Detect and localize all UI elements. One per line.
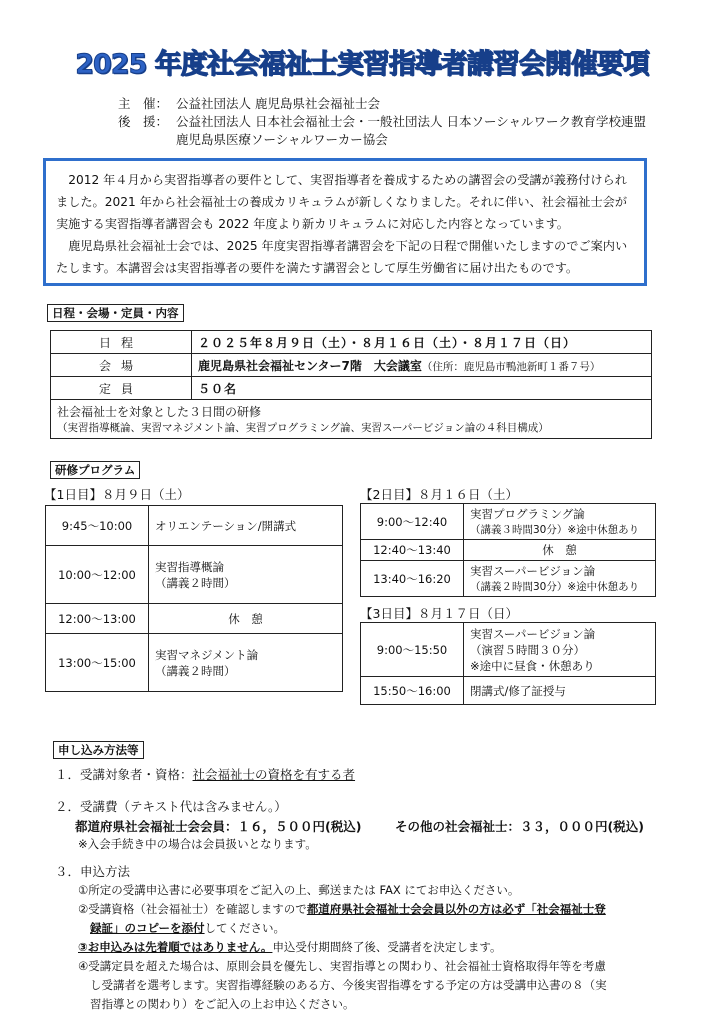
content-line-1: 社会福祉士を対象とした３日間の研修: [57, 405, 262, 419]
host-label: 主 催：: [118, 96, 169, 111]
session-note: （演習５時間３０分）: [470, 642, 585, 657]
session-note: （講義２時間）: [155, 663, 236, 678]
time-cell: 15:50～16:00: [361, 677, 464, 705]
day3-title: 【3日目】８月１７日（日）: [360, 606, 518, 621]
schedule-table: [50, 330, 652, 439]
day3-table: [360, 622, 656, 705]
session-note: （講義２時間）: [155, 575, 236, 590]
session-title: 実習スーパービジョン論: [470, 626, 596, 641]
date-label: 日程: [51, 331, 192, 354]
support-line1: 公益社団法人 日本社会福祉士会・一般社団法人 日本ソーシャルワーク教育学校連盟: [176, 114, 646, 129]
support-label: 後 援：: [118, 114, 169, 129]
time-cell: 12:40～13:40: [361, 540, 464, 561]
method-item-4-cont: し受講者を選考します。実習指導経験のある方、今後実習指導をする予定の方は受講申込書の８（実: [90, 978, 607, 992]
method-item-3: ③お申込みは先着順ではありません。申込受付期間終了後、受講者を決定します。: [78, 940, 502, 954]
item-label: 申込方法: [80, 864, 131, 879]
host-name: 公益社団法人 鹿児島県社会福祉士会: [176, 96, 380, 111]
capacity-label: 定員: [51, 377, 192, 400]
session-title: 実習プログラミング論: [470, 507, 585, 521]
application-heading: 申し込み方法等: [53, 741, 144, 759]
schedule-heading: 日程・会場・定員・内容: [47, 304, 184, 322]
session-note-2: ※途中に昼食・休憩あり: [470, 658, 595, 673]
method-item-4: ④受講定員を超えた場合は、原則会員を優先し、実習指導との関わり、社会福祉士資格取得年等を考慮: [78, 959, 606, 973]
session-title: 実習指導概論: [155, 559, 224, 574]
content-line-2: （実習指導概論、実習マネジメント論、実習プログラミング論、実習スーパービジョン論の４科目構成）: [57, 422, 549, 434]
capacity-value: ５０名: [192, 377, 652, 400]
time-cell: 9:00～12:40: [361, 504, 464, 540]
session-title: 実習スーパービジョン論: [470, 564, 596, 578]
item-number: ３．: [55, 864, 81, 879]
day1-table: [45, 505, 343, 692]
fee-member: 都道府県社会福祉士会会員：１６，５００円(税込): [75, 819, 362, 834]
application-item-3: [55, 862, 130, 880]
item-number: ２．: [55, 799, 81, 814]
venue-value: 鹿児島県社会福祉センター7階 大会議室: [198, 358, 422, 373]
table-row: [46, 634, 343, 692]
table-row: [46, 604, 343, 634]
session-title: 実習マネジメント論: [155, 647, 259, 662]
venue-address: （住所：鹿児島市鴨池新町１番７号）: [421, 360, 601, 373]
day2-title: 【2日目】８月１６日（土）: [360, 487, 518, 502]
support-line2: 鹿児島県医療ソーシャルワーカー協会: [176, 132, 388, 147]
session-cell: 閉講式/修了証授与: [464, 677, 656, 705]
time-cell: 10:00～12:00: [46, 546, 149, 604]
page-title: 2025 年度社会福祉士実習指導者講習会開催要項: [75, 49, 649, 80]
session-note: （講義２時間30分）※途中休憩あり: [470, 581, 640, 593]
application-item-1: [55, 765, 355, 783]
table-row: [46, 506, 343, 546]
day1-title: 【1日目】８月９日（土）: [44, 487, 190, 502]
fee-note: ※入会手続き中の場合は会員扱いとなります。: [78, 837, 317, 851]
item-number: １．: [55, 767, 81, 782]
venue-label: 会場: [51, 354, 192, 377]
schedule-row-date: [51, 331, 652, 354]
intro-paragraph-2: 鹿児島県社会福祉士会では、2025 年度実習指導者講習会を下記の日程で開催いたしますのでご案内いたします。本講習会は実習指導者の要件を満たす講習会として厚生労働省に届け出たものです。: [56, 239, 628, 275]
time-cell: 13:40～16:20: [361, 561, 464, 597]
intro-paragraph-1: 2012 年４月から実習指導者の要件として、実習指導者を養成するための講習会の受講が義務付けられました。2021 年から社会福祉士の養成カリキュラムが新しくなりました。それに伴い、社会福祉士会が実施する実習指導者講習会も 2022 年度より新カリキュラムに対応した内容となっています。: [56, 173, 628, 231]
table-row: [361, 561, 656, 597]
method-item-1: ①所定の受講申込書に必要事項をご記入の上、郵送または FAX にてお申込ください。: [78, 883, 520, 897]
table-row: [46, 546, 343, 604]
program-heading: 研修プログラム: [50, 461, 140, 479]
time-cell: 9:00～15:50: [361, 623, 464, 677]
method-item-2: ②受講資格（社会福祉士）を確認しますので都道府県社会福祉士会会員以外の方は必ず「社会福祉士登: [78, 902, 606, 916]
table-row: [361, 540, 656, 561]
application-item-2: [55, 797, 287, 815]
eligibility-value: 社会福祉士の資格を有する者: [192, 767, 356, 782]
method-item-2-cont: 録証」のコピーを添付してください。: [90, 921, 286, 935]
schedule-row-content: [51, 400, 652, 439]
intro-box: [43, 158, 647, 286]
schedule-row-capacity: [51, 377, 652, 400]
time-cell: 12:00～13:00: [46, 604, 149, 634]
organizers: [118, 95, 646, 149]
break-cell: 休 憩: [149, 604, 343, 634]
session-cell: オリエンテーション/開講式: [149, 506, 343, 546]
method-item-4-cont2: 習指導との関わり）をご記入の上お申込ください。: [90, 997, 355, 1011]
day2-table: [360, 503, 656, 597]
session-note: （講義３時間30分）※途中休憩あり: [470, 524, 640, 536]
time-cell: 9:45～10:00: [46, 506, 149, 546]
item-label: 受講費（テキスト代は含みません。）: [80, 799, 287, 814]
table-row: [361, 504, 656, 540]
date-value: ２０２５年８月９日（土）・８月１６日（土）・８月１７日（日）: [192, 331, 652, 354]
time-cell: 13:00～15:00: [46, 634, 149, 692]
schedule-row-venue: [51, 354, 652, 377]
fee-other: その他の社会福祉士：３３，０００円(税込): [395, 819, 644, 834]
table-row: [361, 677, 656, 705]
item-label: 受講対象者・資格：: [80, 767, 193, 782]
application-method-list: [78, 881, 683, 1014]
table-row: [361, 623, 656, 677]
break-cell: 休 憩: [464, 540, 656, 561]
